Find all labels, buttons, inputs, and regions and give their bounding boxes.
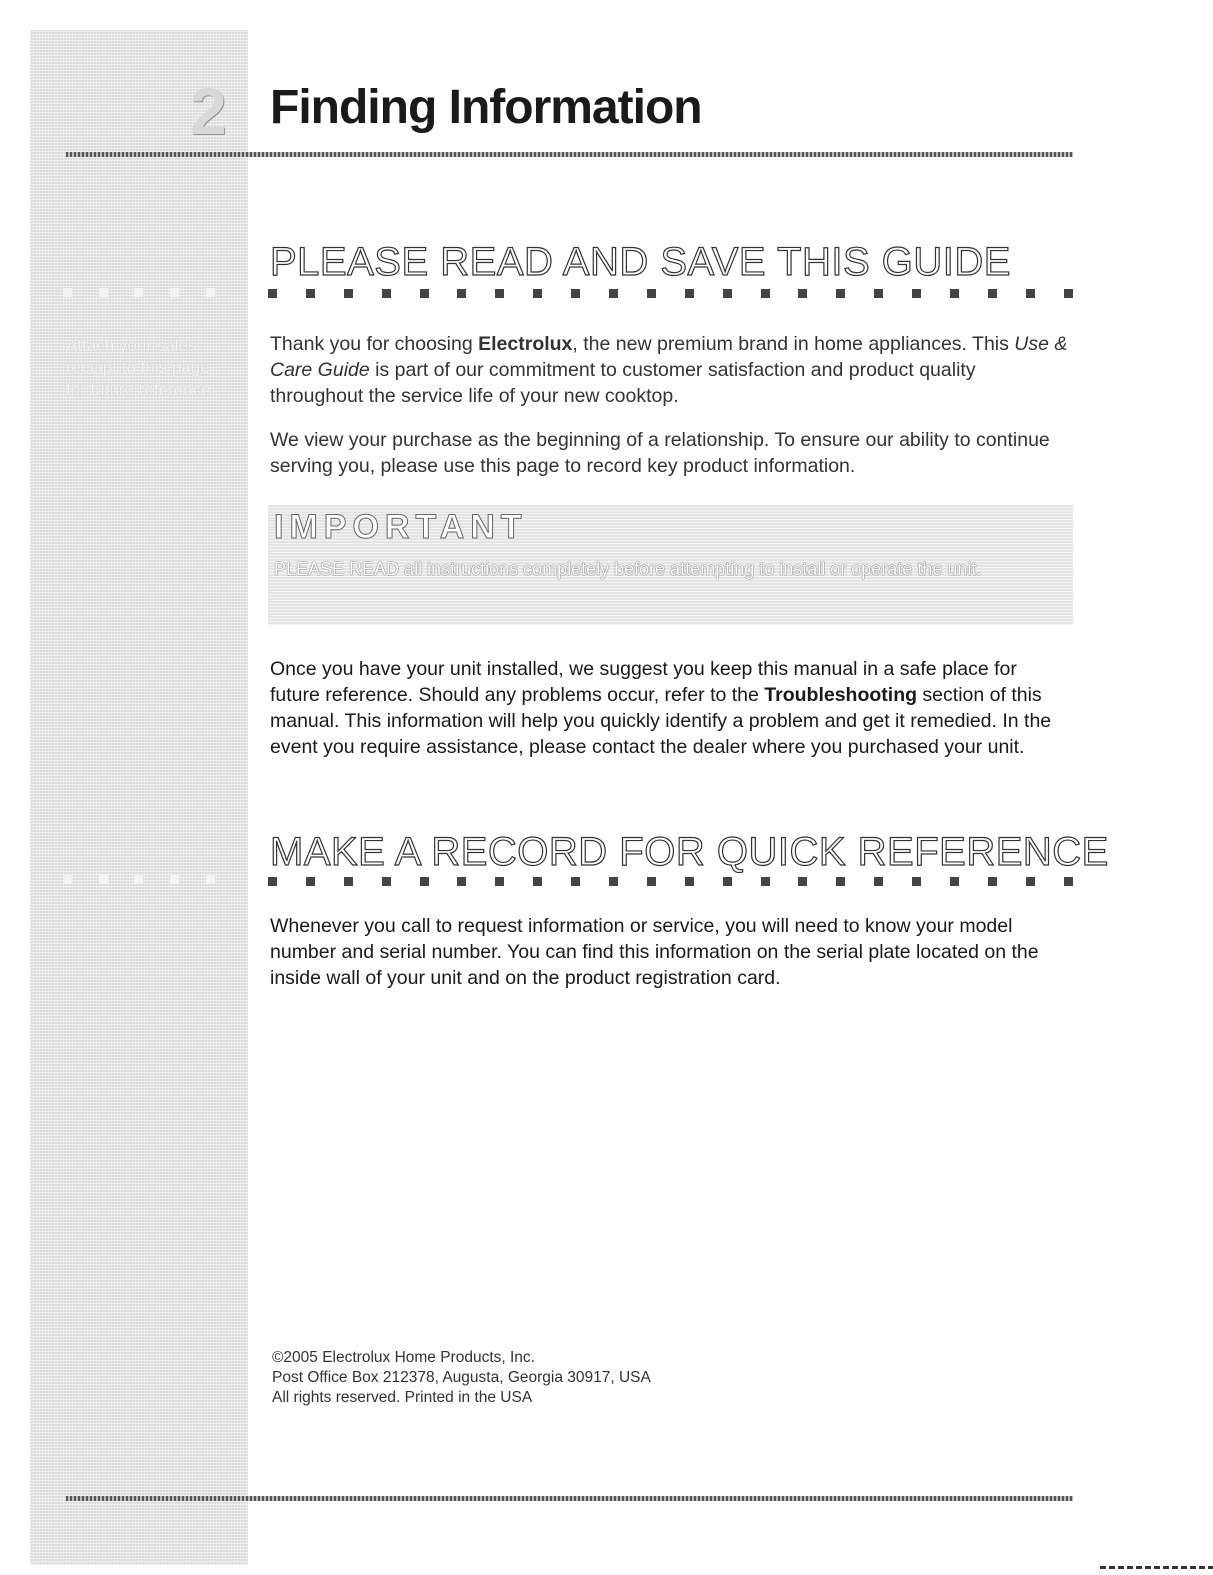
- installation-paragraph: Once you have your unit installed, we suggest you keep this manual in a safe place for future reference. Should any problems occur, refer to the Troubleshooting section of this manual. This information will help you quickly identify a problem and get it remedied. In the event you require assistance, please contact the dealer where you purchased your unit.: [270, 658, 1052, 758]
- important-text: PLEASE READ all instructions completely before attempting to install or operate the unit.: [274, 559, 982, 579]
- header-divider: [66, 152, 1073, 157]
- section-divider: [268, 876, 1073, 886]
- troubleshooting-reference: Troubleshooting: [764, 684, 918, 706]
- sidebar-dot-row: [30, 286, 248, 298]
- brand-name: Electrolux: [478, 333, 573, 355]
- footer-line: Post Office Box 212378, Augusta, Georgia 30917, USA: [272, 1369, 651, 1386]
- sidebar-panel: [30, 30, 248, 1565]
- footer-line: ©2005 Electrolux Home Products, Inc.: [272, 1349, 535, 1366]
- footer-divider: [66, 1496, 1073, 1501]
- chapter-number: 2: [190, 74, 227, 148]
- important-title: IMPORTANT: [274, 508, 528, 546]
- intro-paragraph: Thank you for choosing Electrolux, the new premium brand in home appliances. This Use & Care Guide is part of our commitment to customer satisfaction and product quality throughout the service life of your new cooktop.: [270, 333, 1068, 407]
- page-title: Finding Information: [270, 81, 702, 134]
- section-divider: [268, 288, 1073, 298]
- relationship-paragraph: We view your purchase as the beginning of a relationship. To ensure our ability to continue serving you, please use this page to record key product information.: [270, 429, 1050, 477]
- copyright-footer: [272, 1348, 651, 1408]
- guide-name: Use & Care Guide: [270, 333, 1068, 381]
- footer-line: All rights reserved. Printed in the USA: [272, 1389, 533, 1406]
- sidebar-dot-row: [30, 873, 248, 885]
- section-heading-read-guide: PLEASE READ AND SAVE THIS GUIDE: [270, 240, 1011, 284]
- section-heading-make-record: MAKE A RECORD FOR QUICK REFERENCE: [270, 830, 1109, 874]
- sidebar-note: Attach your sales receipt to this page for future reference.: [66, 336, 216, 399]
- scan-mark: [1100, 1566, 1213, 1569]
- record-paragraph: Whenever you call to request information or service, you will need to know your model number and serial number. You can find this information on the serial plate located on the inside wall of your unit and on the product registration card.: [270, 915, 1039, 989]
